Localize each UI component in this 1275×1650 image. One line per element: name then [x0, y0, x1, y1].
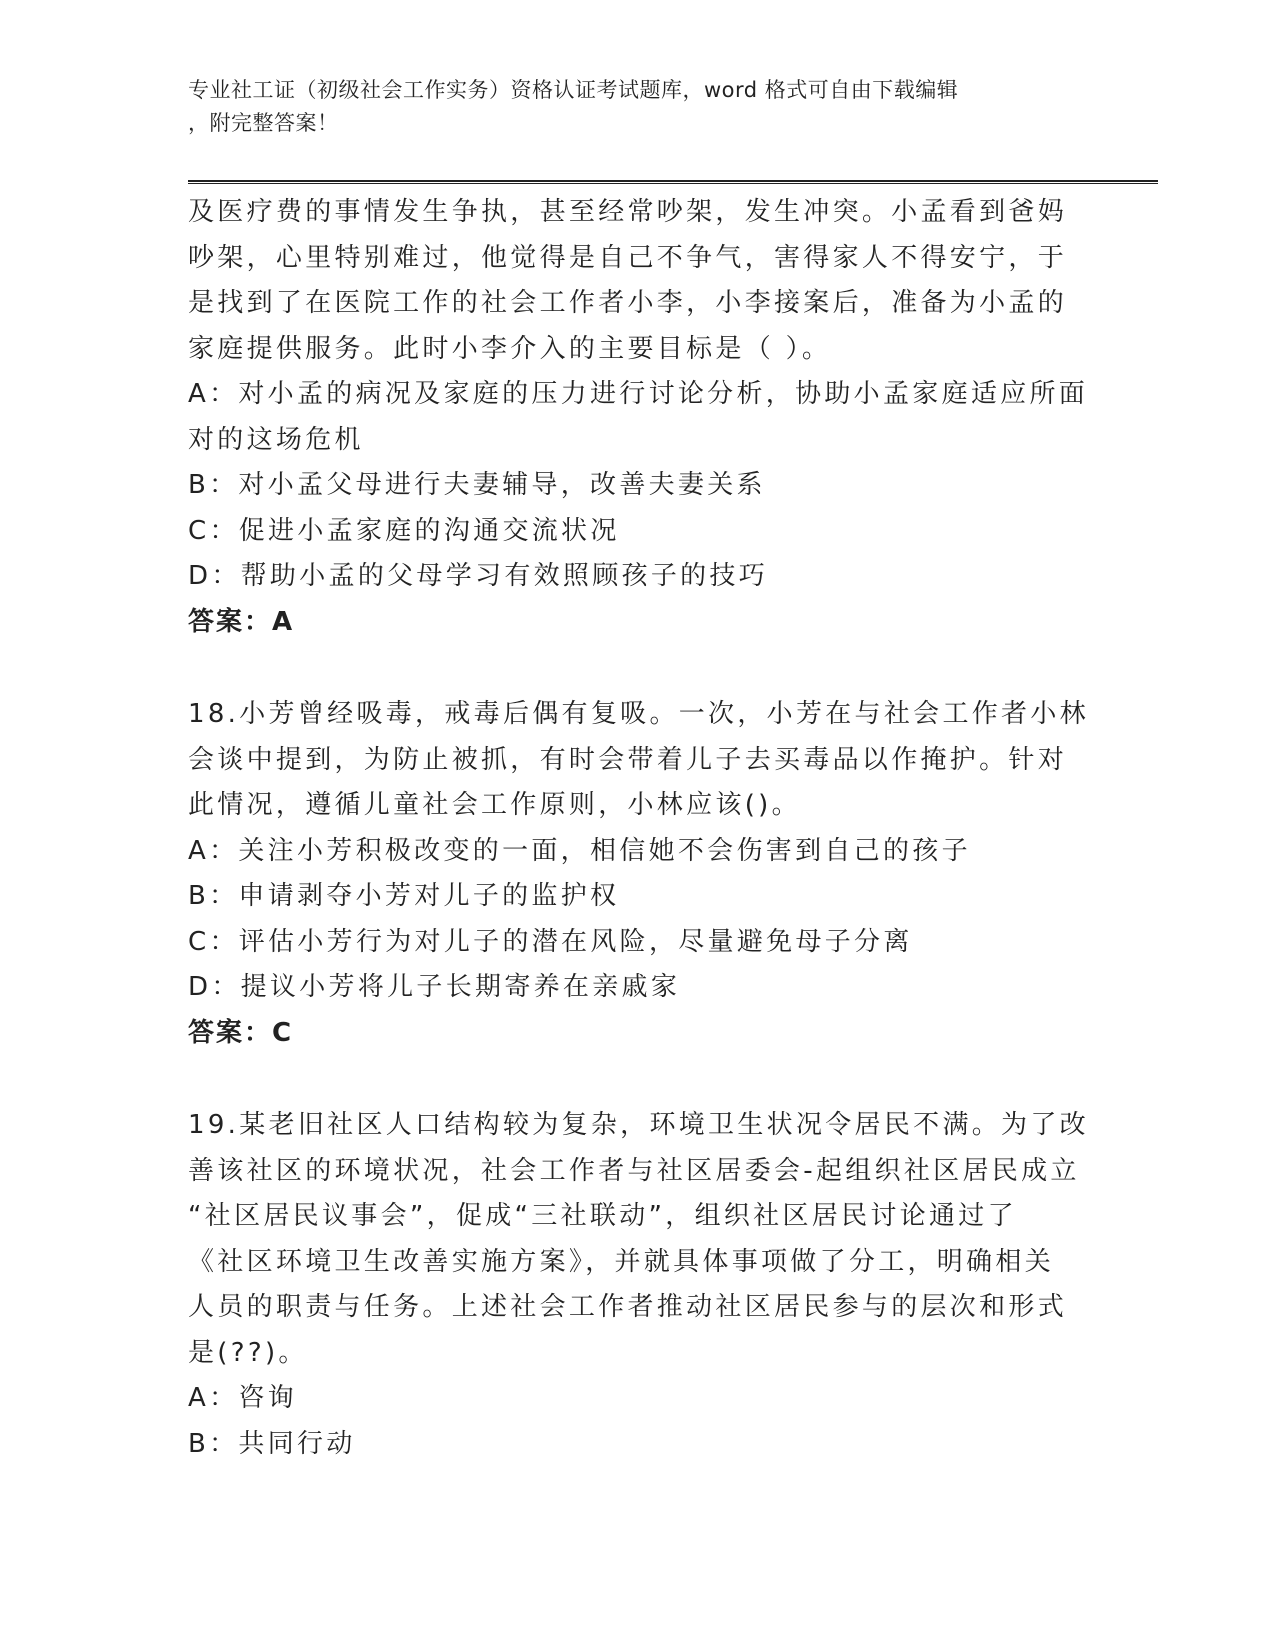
option-b: B：对小孟父母进行夫妻辅导，改善夫妻关系 [188, 470, 766, 500]
question-19 [188, 1103, 1088, 1467]
option-b: B：共同行动 [188, 1428, 356, 1459]
question-stem-line: 家庭提供服务。此时小李介入的主要目标是（ ）。 [188, 333, 832, 364]
question-stem-line: 及医疗费的事情发生争执，甚至经常吵架，发生冲突。小孟看到爸妈 [188, 197, 1068, 227]
option-d: D：帮助小孟的父母学习有效照顾孩子的技巧 [188, 561, 769, 591]
question-stem-line: 会谈中提到，为防止被抓，有时会带着儿子去买毒品以作掩护。针对 [188, 744, 1068, 775]
answer-label: 答案：C [188, 1017, 294, 1048]
question-18 [188, 692, 1088, 1056]
option-d: D：提议小芳将儿子长期寄养在亲戚家 [188, 972, 681, 1002]
option-a: A：对小孟的病况及家庭的压力进行讨论分析，协助小孟家庭适应所面 [188, 379, 1089, 409]
option-b: B：申请剥夺小芳对儿子的监护权 [188, 881, 620, 911]
answer-label: 答案：A [188, 606, 295, 637]
question-stem-line: 此情况，遵循儿童社会工作原则，小林应该()。 [188, 790, 801, 820]
question-stem-line: 是(??)。 [188, 1337, 308, 1368]
question-stem-line: 人员的职责与任务。上述社会工作者推动社区居民参与的层次和形式 [188, 1292, 1068, 1322]
question-stem-line: 吵架，心里特别难过，他觉得是自己不争气，害得家人不得安宁，于 [188, 242, 1068, 273]
question-stem-line: “社区居民议事会”，促成“三社联动”，组织社区居民讨论通过了 [188, 1201, 1017, 1231]
option-c: C：促进小孟家庭的沟通交流状况 [188, 515, 620, 546]
header-divider [188, 180, 1158, 184]
page-header [188, 74, 1088, 140]
option-a-continued: 对的这场危机 [188, 424, 364, 455]
question-stem-line: 是找到了在医院工作的社会工作者小李，小李接案后，准备为小孟的 [188, 288, 1068, 318]
question-17 [188, 190, 1088, 645]
spacer [188, 1056, 1088, 1103]
spacer [188, 645, 1088, 692]
option-c: C：评估小芳行为对儿子的潜在风险，尽量避免母子分离 [188, 926, 913, 957]
question-stem-line: 善该社区的环境状况，社会工作者与社区居委会-起组织社区居民成立 [188, 1155, 1080, 1186]
header-title-line-1: 专业社工证（初级社会工作实务）资格认证考试题库，word 格式可自由下载编辑 [188, 78, 959, 102]
document-body [188, 190, 1088, 1467]
header-title-line-2: ，附完整答案！ [188, 111, 339, 135]
question-stem-line: 18.小芳曾经吸毒，戒毒后偶有复吸。一次，小芳在与社会工作者小林 [188, 699, 1089, 729]
question-stem-line: 《社区环境卫生改善实施方案》，并就具体事项做了分工，明确相关 [188, 1246, 1055, 1277]
option-a: A：咨询 [188, 1383, 297, 1413]
question-stem-line: 19.某老旧社区人口结构较为复杂，环境卫生状况令居民不满。为了改 [188, 1110, 1089, 1140]
option-a: A：关注小芳积极改变的一面，相信她不会伤害到自己的孩子 [188, 835, 971, 866]
